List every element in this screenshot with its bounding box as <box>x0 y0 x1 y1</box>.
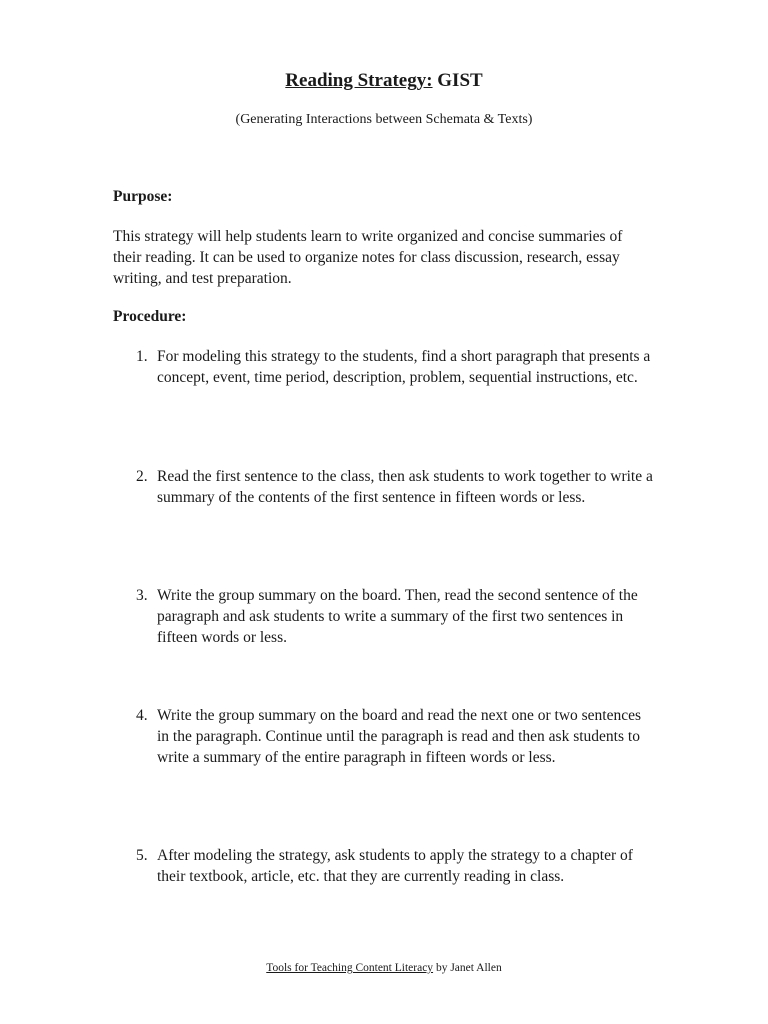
procedure-step-3 <box>136 585 656 648</box>
step-text: Write the group summary on the board and read the next one or two sentences in the paragraph. Continue until the paragraph is read and then ask students to write a summary of the entire paragraph in fifteen words or less. <box>157 707 642 766</box>
step-number: 1. <box>136 348 148 365</box>
step-number: 3. <box>136 587 148 604</box>
step-text: Read the first sentence to the class, then ask students to work together to write a summary of the contents of the first sentence in fifteen words or less. <box>157 468 653 506</box>
step-text: After modeling the strategy, ask students to apply the strategy to a chapter of their textbook, article, etc. that they are currently reading in class. <box>157 847 633 885</box>
step-number: 2. <box>136 468 148 485</box>
page-subtitle: (Generating Interactions between Schemata & Texts) <box>235 112 533 127</box>
procedure-step-1 <box>136 346 656 388</box>
footer-book-title: Tools for Teaching Content Literacy <box>266 962 434 974</box>
footer-author: by Janet Allen <box>433 962 502 974</box>
title-label: Reading Strategy: <box>285 70 433 91</box>
step-number: 4. <box>136 707 148 724</box>
purpose-heading: Purpose: <box>113 188 173 205</box>
procedure-step-2 <box>136 466 656 508</box>
procedure-step-5 <box>136 845 656 887</box>
title-topic: GIST <box>437 70 483 91</box>
page-title <box>0 70 768 92</box>
page-footer <box>0 962 768 974</box>
procedure-step-4 <box>136 705 656 768</box>
step-number: 5. <box>136 847 148 864</box>
step-text: Write the group summary on the board. Then, read the second sentence of the paragraph and ask students to write a summary of the first two sentences in fifteen words or less. <box>157 587 638 646</box>
purpose-body: This strategy will help students learn to write organized and concise summaries of their reading. It can be used to organize notes for class discussion, research, essay writing, and test preparation. <box>113 228 623 287</box>
step-text: For modeling this strategy to the students, find a short paragraph that presents a concept, event, time period, description, problem, sequential instructions, etc. <box>157 348 651 386</box>
procedure-heading: Procedure: <box>113 308 187 325</box>
